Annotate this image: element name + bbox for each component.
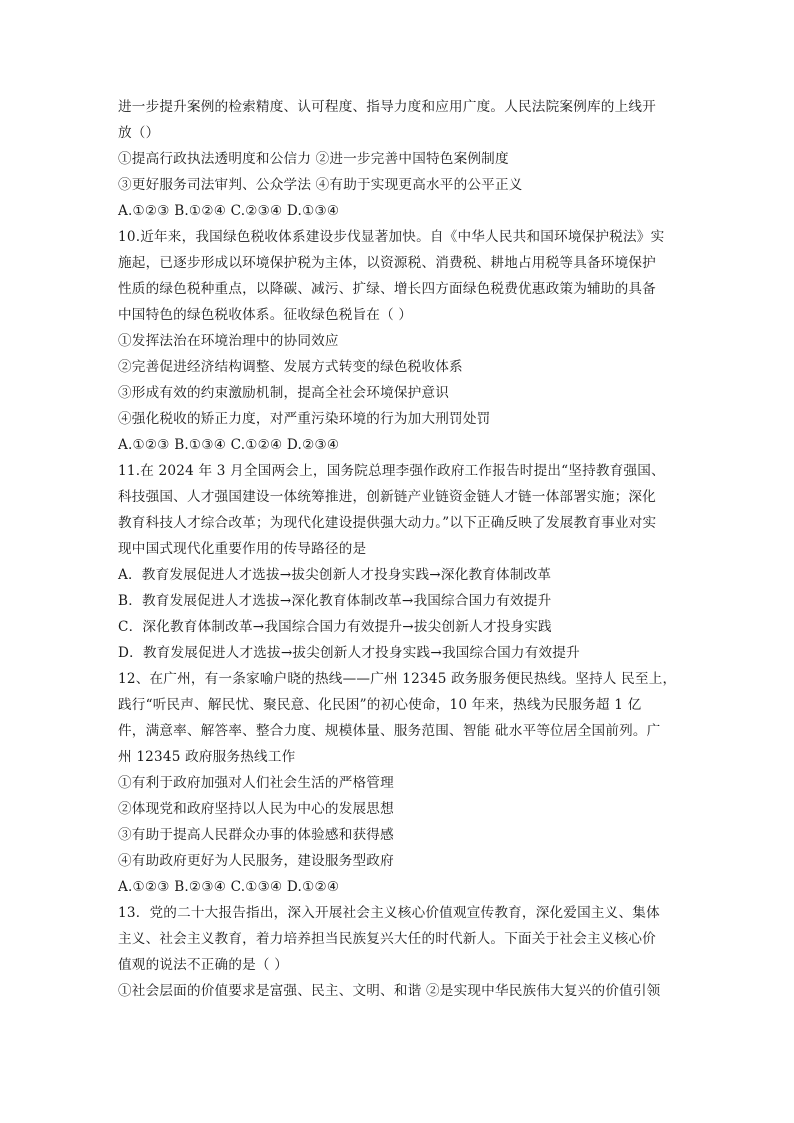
text-line: 性质的绿色税种重点，以降碳、减污、扩绿、增长四方面绿色税费优惠政策为辅助的具备	[118, 281, 656, 297]
text-line: 践行“听民声、解民忧、聚民意、化民困”的初心使命，10 年来，热线为民服务超 1 亿	[118, 697, 642, 713]
text-line: ①有利于政府加强对人们社会生活的严格管理	[118, 775, 394, 791]
question-11: 11.在 2024 年 3 月全国两会上，国务院总理李强作政府工作报告时提出“坚持教育强国、	[118, 463, 665, 479]
text-line: ③形成有效的约束激励机制，提高全社会环境保护意识	[118, 385, 450, 401]
text-line: 现中国式现代化重要作用的传导路径的是	[118, 541, 367, 557]
text-line: 件，满意率、解答率、整合力度、规模体量、服务范围、智能 砒水平等位居全国前列。广	[118, 723, 661, 739]
text-line: ③更好服务司法审判、公众学法 ④有助于实现更高水平的公平正义	[118, 177, 523, 193]
text-line: 放（）	[118, 125, 160, 141]
question-10: 10.近年来，我国绿色税收体系建设步伐显著加快。自《中华人民共和国环境保护税法》实	[118, 229, 665, 245]
text-line: 进一步提升案例的检索精度、认可程度、指导力度和应用广度。人民法院案例库的上线开	[118, 99, 656, 115]
answer-options: A.①②③ B.①②④ C.②③④ D.①③④	[118, 203, 340, 219]
text-line: ②体现党和政府坚持以人民为中心的发展思想	[118, 801, 394, 817]
text-line: 教育科技人才综合改革；为现代化建设提供强大动力。”以下正确反映了发展教育事业对实	[118, 515, 657, 531]
text-line: 主义、社会主义教育，着力培养担当民族复兴大任的时代新人。下面关于社会主义核心价	[118, 931, 656, 947]
text-line: 中国特色的绿色税收体系。征收绿色税旨在（ ）	[118, 307, 413, 323]
text-line: ④有助政府更好为人民服务，建设服务型政府	[118, 853, 394, 869]
text-line: 值观的说法不正确的是（ ）	[118, 957, 289, 973]
answer-options: A.①②③ B.①③④ C.①②④ D.②③④	[118, 437, 340, 453]
answer-options: A.①②③ B.②③④ C.①③④ D.①②④	[118, 879, 340, 895]
text-line: ①提高行政执法透明度和公信力 ②进一步完善中国特色案例制度	[118, 151, 509, 167]
option-a: A．教育发展促进人才选拔→拔尖创新人才投身实践→深化教育体制改革	[118, 567, 552, 583]
question-12: 12、在广州，有一条家喻户晓的热线——广州 12345 政务服务便民热线。坚持人 民至上，	[118, 671, 677, 687]
text-line: 州 12345 政府服务热线工作	[118, 749, 296, 765]
option-b: B．教育发展促进人才选拔→深化教育体制改革→我国综合国力有效提升	[118, 593, 552, 609]
option-d: D．教育发展促进人才选拔→拔尖创新人才投身实践→我国综合国力有效提升	[118, 645, 580, 661]
text-line: 科技强国、人才强国建设一体统筹推进，创新链产业链资金链人才链一体部署实施；深化	[118, 489, 656, 505]
text-line: ②完善促进经济结构调整、发展方式转变的绿色税收体系	[118, 359, 463, 375]
text-line: ①发挥法治在环境治理中的协同效应	[118, 333, 339, 349]
option-c: C．深化教育体制改革→我国综合国力有效提升→拔尖创新人才投身实践	[118, 619, 552, 635]
text-line: ④强化税收的矫正力度，对严重污染环境的行为加大刑罚处罚	[118, 411, 491, 427]
question-13: 13．党的二十大报告指出，深入开展社会主义核心价值观宣传教育，深化爱国主义、集体	[118, 905, 660, 921]
text-line: 施起，已逐步形成以环境保护税为主体，以资源税、消费税、耕地占用税等具备环境保护	[118, 255, 656, 271]
text-line: ①社会层面的价值要求是富强、民主、文明、和谐 ②是实现中华民族伟大复兴的价值引领	[118, 983, 661, 999]
text-line: ③有助于提高人民群众办事的体验感和获得感	[118, 827, 394, 843]
